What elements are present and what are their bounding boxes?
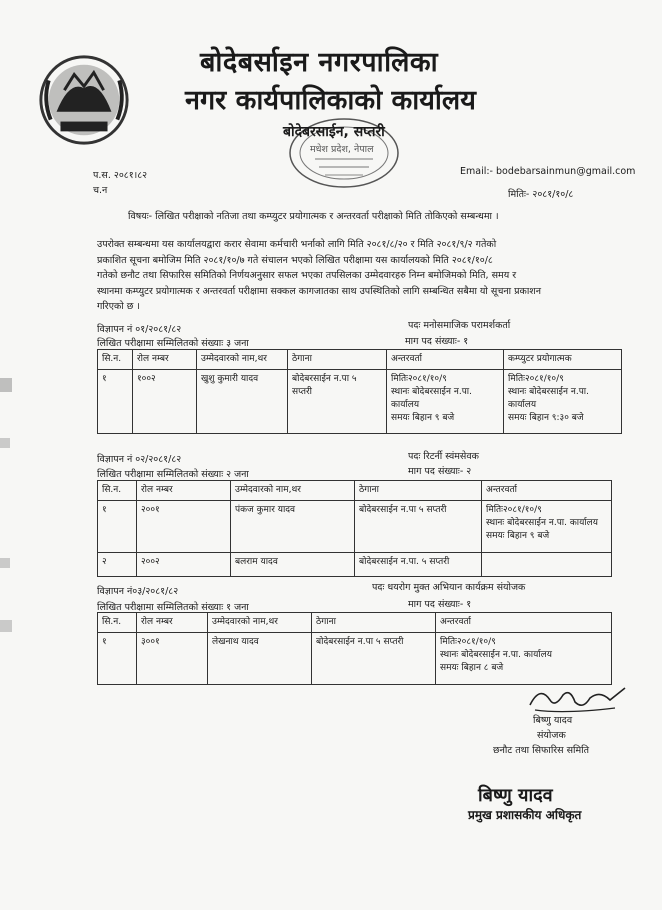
- interview-line: समयः बिहान ९ बजे: [391, 413, 455, 423]
- cell-interview: [482, 553, 612, 577]
- body-line: प्रकाशित सूचना बमोजिम मिति २०८१/१०/७ गते संचालन भएको लिखित परीक्षामा यस कार्यालयको मिति २०८१/१०/८: [97, 254, 493, 266]
- stamp-text: मधेश प्रदेश, नेपाल: [310, 144, 374, 155]
- col-roll: रोल नम्बर: [137, 613, 208, 633]
- section-1-post: पदः मनोसमाजिक परामर्शकर्ता: [408, 320, 511, 331]
- cell-name: खुशु कुमारी यादव: [197, 370, 288, 434]
- body-line: गतेको छनौट तथा सिफारिस समितिको निर्णयअनुसार सफल भएका तपसिलका उम्मेदवारहरु निम्न बमोजिमको मिति, समय र: [97, 270, 517, 281]
- signatory-2-role: प्रमुख प्रशासकीय अधिकृत: [468, 808, 582, 822]
- cell-roll: २००१: [137, 501, 231, 553]
- col-name: उम्मेदवारको नाम,थर: [197, 350, 288, 370]
- office-title: नगर कार्यपालिकाको कार्यालय: [185, 85, 476, 116]
- table-header-row: [98, 613, 612, 633]
- col-computer: कम्प्युटर प्रयोगात्मक: [504, 350, 622, 370]
- col-name: उम्मेदवारको नाम,थर: [208, 613, 312, 633]
- body-paragraph: [97, 237, 617, 315]
- binder-mark: [0, 378, 12, 392]
- interview-line: मितिः२०८१/१०/९: [486, 505, 542, 515]
- section-3-table: [97, 612, 612, 685]
- section-2-vacancy: माग पद संख्याः- २: [408, 466, 472, 477]
- cell-sn: १: [98, 633, 137, 685]
- section-2-vigyapan: विज्ञापन नं ०२/२०८१/८२: [97, 454, 182, 465]
- section-3-vigyapan: विज्ञापन नं०३/२०८१/८२: [97, 586, 179, 597]
- interview-line: समयः बिहान ९ बजे: [486, 531, 550, 541]
- interview-line: समयः बिहान ८ बजे: [440, 663, 504, 673]
- signatory-1-committee: छनौट तथा सिफारिस समिति: [493, 745, 590, 756]
- interview-line: कार्यालय: [391, 400, 420, 410]
- nepal-emblem-logo: [35, 50, 133, 150]
- cell-roll: २००२: [137, 553, 231, 577]
- body-line: गरिएको छ ।: [97, 301, 141, 312]
- table-header-row: [98, 481, 612, 501]
- computer-line: मितिः२०८१/१०/९: [508, 374, 564, 384]
- section-3-vacancy: माग पद संख्याः- १: [408, 599, 472, 610]
- interview-line: मितिः२०८१/१०/९: [391, 374, 447, 384]
- computer-line: कार्यालय: [508, 400, 537, 410]
- section-1-table: [97, 349, 622, 434]
- table-row: [98, 633, 612, 685]
- interview-line: स्थानः बोदेबरसाईन न.पा. कार्यालय: [440, 650, 552, 660]
- section-2-table: [97, 480, 612, 577]
- col-interview: अन्तरवर्ता: [482, 481, 612, 501]
- section-1-vigyapan: विज्ञापन नं ०१/२०८१/८२: [97, 324, 182, 335]
- cell-roll: ३००१: [137, 633, 208, 685]
- cell-interview: [482, 501, 612, 553]
- cell-interview: [436, 633, 612, 685]
- letter-date: मितिः- २०८१/१०/८: [508, 189, 574, 200]
- patra-sankhya: प.स. २०८१।८२: [93, 170, 148, 181]
- section-1-vacancy: माग पद संख्याः- १: [405, 336, 469, 347]
- municipality-title: बोदेबर्साइन नगरपालिका: [200, 47, 439, 78]
- cell-sn: १: [98, 370, 133, 434]
- col-address: ठेगाना: [355, 481, 482, 501]
- cell-sn: २: [98, 553, 137, 577]
- section-2-appeared: लिखित परीक्षामा सम्मिलितको संख्याः २ जना: [97, 469, 249, 480]
- cell-sn: १: [98, 501, 137, 553]
- binder-mark: [0, 558, 10, 568]
- subject-line: विषयः- लिखित परीक्षाको नतिजा तथा कम्प्युटर प्रयोगात्मक र अन्तरवर्ता परीक्षाको मिति तोकिएको सम्बन्धमा ।: [128, 211, 499, 222]
- cell-roll: १००२: [133, 370, 197, 434]
- cell-interview: [387, 370, 504, 434]
- address-line: सप्तरी: [292, 387, 312, 397]
- col-roll: रोल नम्बर: [133, 350, 197, 370]
- col-interview: अन्तरवर्ता: [387, 350, 504, 370]
- section-3-appeared: लिखित परीक्षामा सम्मिलितको संख्याः १ जना: [97, 602, 249, 613]
- section-3-post: पदः धयरोग मुक्त अभियान कार्यक्रम संयोजक: [372, 582, 526, 593]
- col-roll: रोल नम्बर: [137, 481, 231, 501]
- computer-line: समयः बिहान ९:३० बजे: [508, 413, 584, 423]
- cell-address: बोदेबरसाईन न.पा ५ सप्तरी: [355, 501, 482, 553]
- body-line: उपरोक्त सम्बन्धमा यस कार्यालयद्वारा करार सेवामा कर्मचारी भर्नाको लागि मिति २०८१/८/२० र मिति २०८१/९/२ गतेको: [97, 239, 497, 250]
- cell-address: [288, 370, 387, 434]
- col-name: उम्मेदवारको नाम,थर: [231, 481, 355, 501]
- col-address: ठेगाना: [288, 350, 387, 370]
- interview-line: स्थानः बोदेबरसाईन न.पा.: [391, 387, 472, 397]
- col-sn: सि.न.: [98, 481, 137, 501]
- cell-name: लेखनाथ यादव: [208, 633, 312, 685]
- interview-line: मितिः२०८१/१०/९: [440, 637, 496, 647]
- computer-line: स्थानः बोदेबरसाईन न.पा.: [508, 387, 589, 397]
- section-1-appeared: लिखित परीक्षामा सम्मिलितको संख्याः ३ जना: [97, 338, 249, 349]
- col-address: ठेगाना: [312, 613, 436, 633]
- email-address: Email:- bodebarsainmun@gmail.com: [460, 166, 636, 177]
- binder-mark: [0, 620, 12, 632]
- section-2-post: पदः रिटर्नी स्वंमसेवक: [408, 451, 479, 462]
- cell-name: पंकज कुमार यादव: [231, 501, 355, 553]
- cell-name: बलराम यादव: [231, 553, 355, 577]
- office-location: बोदेबरसाईन, सप्तरी: [283, 124, 385, 140]
- col-sn: सि.न.: [98, 350, 133, 370]
- table-row: [98, 553, 612, 577]
- signatory-1-name: बिष्णु यादव: [533, 715, 573, 726]
- table-header-row: [98, 350, 622, 370]
- binder-mark: [0, 438, 10, 448]
- interview-line: स्थानः बोदेबरसाईन न.पा. कार्यालय: [486, 518, 598, 528]
- signatory-2-name: बिष्णु यादव: [478, 785, 553, 806]
- address-line: बोदेबरसाईन न.पा ५: [292, 374, 357, 384]
- table-row: [98, 370, 622, 434]
- cell-address: बोदेबरसाईन न.पा ५ सप्तरी: [312, 633, 436, 685]
- table-row: [98, 501, 612, 553]
- cell-address: बोदेबरसाईन न.पा. ५ सप्तरी: [355, 553, 482, 577]
- cell-computer: [504, 370, 622, 434]
- col-interview: अन्तरवर्ता: [436, 613, 612, 633]
- body-line: स्थानमा कम्प्युटर प्रयोगात्मक र अन्तरवर्ता परीक्षामा सक्कल कागजातका साथ उपस्थितिको लागि सम्बन्धित सबैमा यो सूचना प्रकाशन: [97, 285, 542, 297]
- col-sn: सि.न.: [98, 613, 137, 633]
- signatory-1-role: संयोजक: [537, 730, 566, 741]
- chalani-number: च.न: [93, 185, 108, 196]
